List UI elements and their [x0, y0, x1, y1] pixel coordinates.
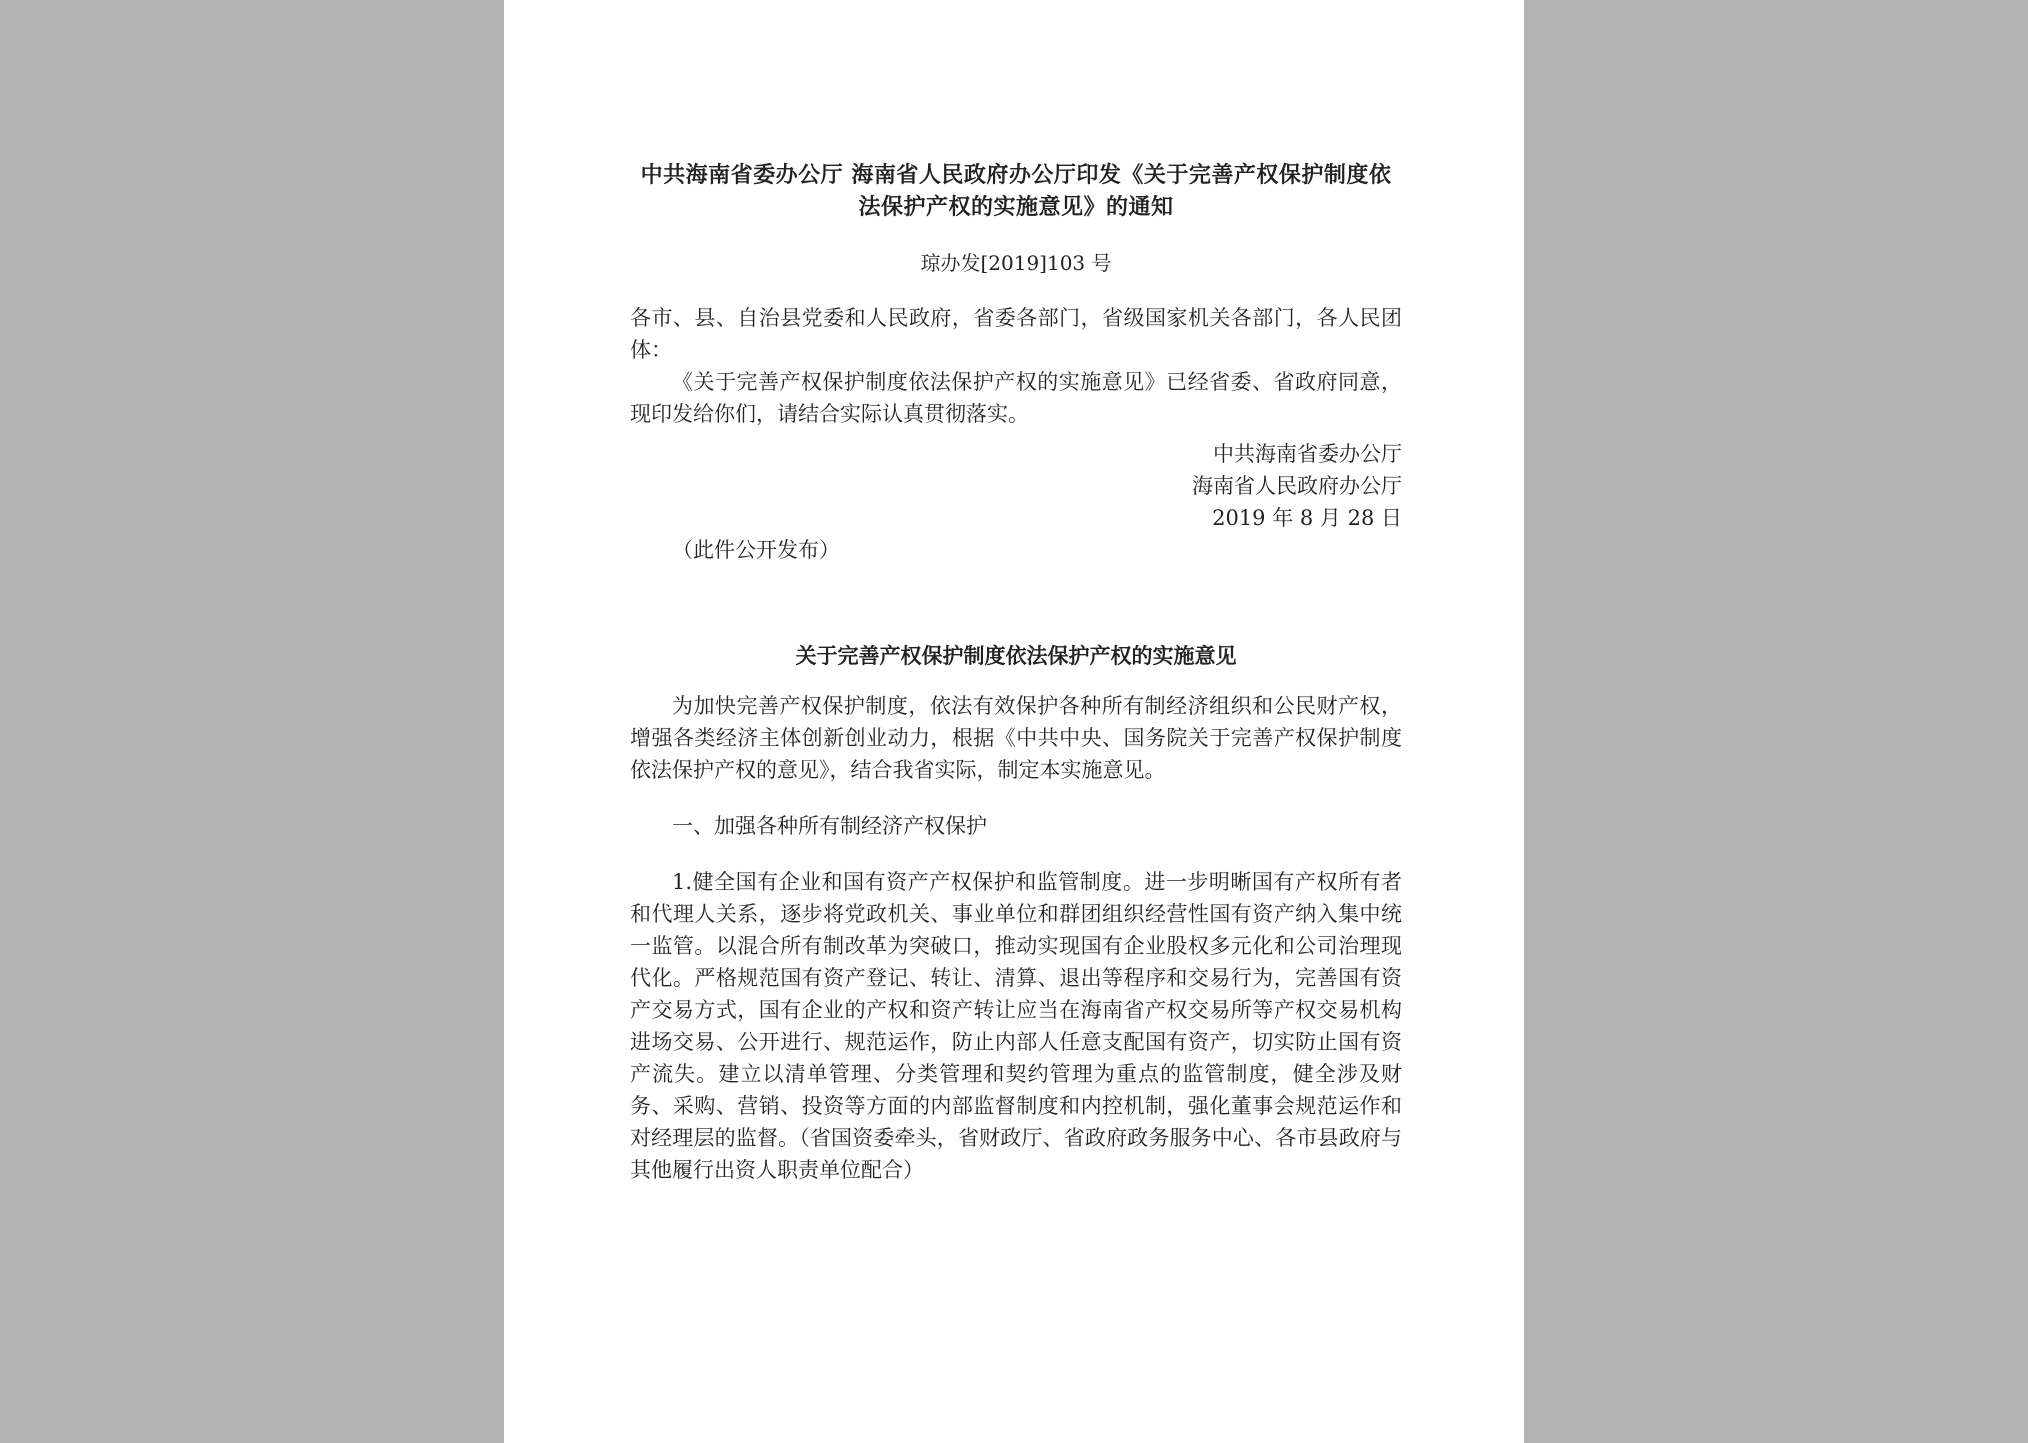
- signature-block: [630, 438, 1402, 534]
- notice-body: 《关于完善产权保护制度依法保护产权的实施意见》已经省委、省政府同意，现印发给你们，请结合实际认真贯彻落实。: [630, 370, 1402, 426]
- signature-date: 2019 年 8 月 28 日: [1212, 506, 1402, 530]
- signature-office-2: 海南省人民政府办公厅: [1192, 474, 1402, 498]
- document-number: 琼办发[2019]103 号: [920, 251, 1112, 275]
- item-paragraph-1: 1.健全国有企业和国有资产产权保护和监管制度。进一步明晰国有产权所有者和代理人关系，逐步将党政机关、事业单位和群团组织经营性国有资产纳入集中统一监管。以混合所有制改革为突破口，推动实现国有企业股权多元化和公司治理现代化。严格规范国有资产登记、转让、清算、退出等程序和交易行为，完善国有资产交易方式，国有企业的产权和资产转让应当在海南省产权交易所等产权交易机构进场交易、公开进行、规范运作，防止内部人任意支配国有资产，切实防止国有资产流失。建立以清单管理、分类管理和契约管理为重点的监管制度，健全涉及财务、采购、营销、投资等方面的内部监督制度和内控机制，强化董事会规范运作和对经理层的监督。（省国资委牵头，省财政厅、省政府政务服务中心、各市县政府与其他履行出资人职责单位配合）: [630, 870, 1402, 1182]
- intro-paragraph: 为加快完善产权保护制度，依法有效保护各种所有制经济组织和公民财产权，增强各类经济主体创新创业动力，根据《中共中央、国务院关于完善产权保护制度依法保护产权的意见》，结合我省实际，制定本实施意见。: [630, 694, 1402, 782]
- salutation: 各市、县、自治县党委和人民政府，省委各部门，省级国家机关各部门，各人民团体：: [630, 306, 1402, 362]
- public-release-note: （此件公开发布）: [672, 538, 840, 562]
- section-heading-1: 一、加强各种所有制经济产权保护: [672, 814, 987, 838]
- document-title: 中共海南省委办公厅 海南省人民政府办公厅印发《关于完善产权保护制度依法保护产权的实施意见》的通知: [640, 163, 1392, 220]
- opinion-title: 关于完善产权保护制度依法保护产权的实施意见: [795, 644, 1237, 668]
- signature-office-1: 中共海南省委办公厅: [1213, 442, 1402, 466]
- document-content: [630, 160, 1402, 1186]
- document-page: [504, 0, 1524, 1443]
